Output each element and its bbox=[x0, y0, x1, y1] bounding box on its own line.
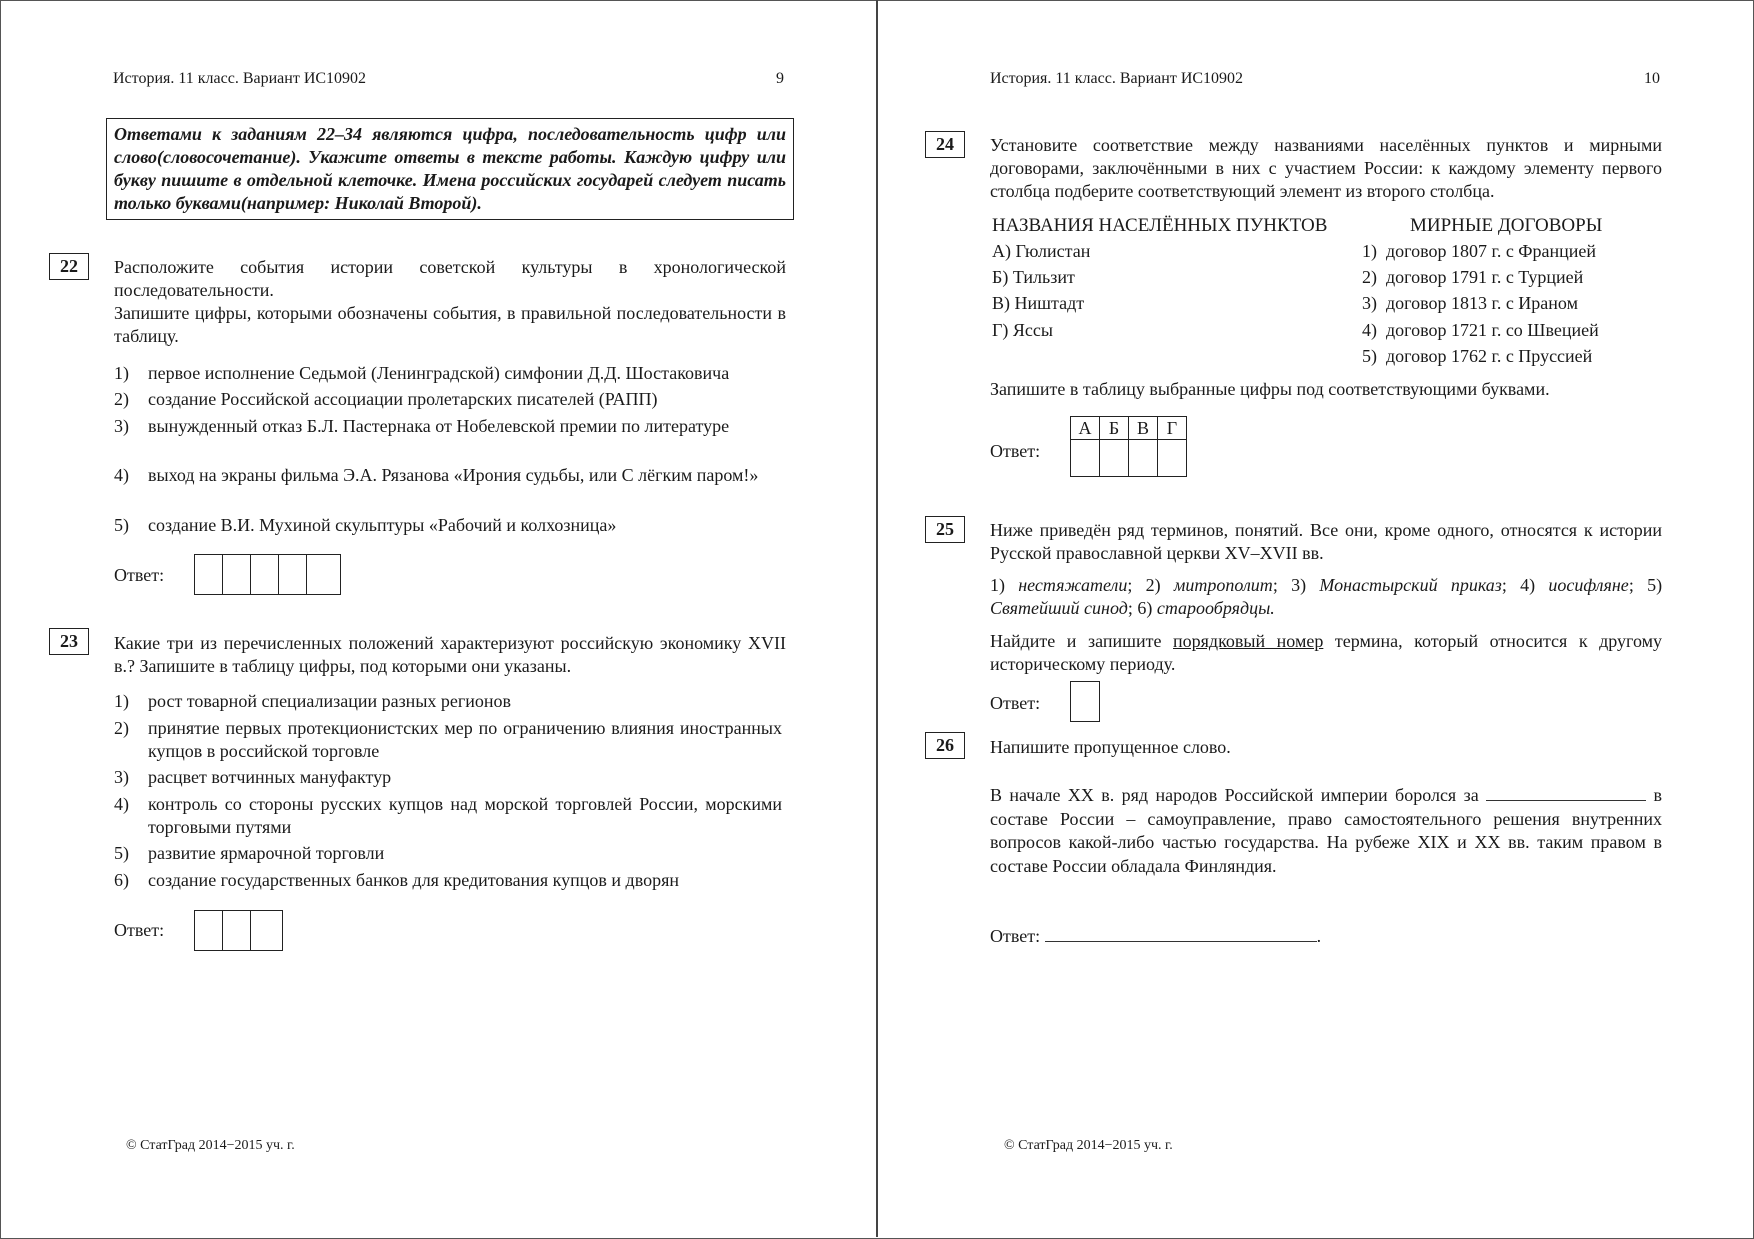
q24-answer-label: Ответ: bbox=[990, 441, 1041, 461]
header-title: История. 11 класс. Вариант ИС10902 bbox=[990, 70, 1244, 87]
question-number-24: 24 bbox=[925, 131, 965, 158]
q26-text-before: В начале XX в. ряд народов Российской империи боролся за bbox=[990, 785, 1479, 805]
q25-prompt: Ниже приведён ряд терминов, понятий. Все они, кроме одного, относятся к истории Русской православной церкви XV–XVII вв. bbox=[990, 520, 1662, 563]
q23-item-text: рост товарной специализации разных регионов bbox=[148, 691, 512, 711]
q22-item-text: создание Российской ассоциации пролетарских писателей (РАПП) bbox=[148, 389, 658, 409]
q23-answer-label: Ответ: bbox=[114, 920, 165, 940]
table-header-a: А bbox=[1071, 417, 1100, 440]
q24-col1-item-a bbox=[992, 240, 1090, 263]
q25-find-after: термина, который относится к другому историческому периоду. bbox=[990, 631, 1663, 674]
q26-prompt: Напишите пропущенное слово. bbox=[990, 737, 1231, 757]
footer-copyright: © СтатГрад 2014−2015 уч. г. bbox=[126, 1138, 295, 1153]
term: Святейший синод bbox=[990, 598, 1128, 618]
answer-cell[interactable] bbox=[1071, 682, 1099, 721]
q25-find-before: Найдите и запишите bbox=[990, 631, 1162, 651]
answer-cell[interactable] bbox=[195, 911, 223, 950]
q24-col1-item-b bbox=[992, 266, 1075, 289]
q25-find-underlined: порядковый номер bbox=[1173, 631, 1324, 651]
q22-item-4 bbox=[114, 464, 782, 487]
item-key: А) bbox=[992, 241, 1011, 261]
item-text: договор 1791 г. с Турцией bbox=[1386, 267, 1584, 287]
term-sep: ; bbox=[1272, 575, 1278, 595]
item-text: Тильзит bbox=[1012, 267, 1075, 287]
answer-cell[interactable] bbox=[195, 555, 223, 594]
q22-item-5 bbox=[114, 514, 782, 537]
term-sep: ; bbox=[1127, 575, 1133, 595]
right-page bbox=[878, 0, 1754, 1237]
q22-item-text: вынужденный отказ Б.Л. Пастернака от Нобелевской премии по литературе bbox=[148, 416, 730, 436]
item-key: 4) bbox=[1362, 320, 1377, 340]
footer-copyright: © СтатГрад 2014−2015 уч. г. bbox=[1004, 1138, 1173, 1153]
q22-item-num: 3) bbox=[114, 416, 129, 436]
q26-answer bbox=[990, 923, 1321, 948]
q24-answer-table bbox=[1070, 416, 1187, 477]
q23-item-2 bbox=[114, 717, 782, 763]
q22-prompt-line1: Расположите события истории советской культуры в хронологической последовательности. bbox=[114, 257, 786, 300]
q24-col1-header: НАЗВАНИЯ НАСЕЛЁННЫХ ПУНКТОВ bbox=[992, 215, 1328, 236]
q23-item-5 bbox=[114, 842, 782, 865]
q22-prompt-line2: Запишите цифры, которыми обозначены события, в правильной последовательности в таблицу. bbox=[114, 303, 786, 346]
item-text: договор 1762 г. с Пруссией bbox=[1386, 346, 1593, 366]
term-num: 1) bbox=[990, 575, 1005, 595]
item-key: В) bbox=[992, 293, 1010, 313]
page-number: 9 bbox=[776, 70, 784, 87]
header-title: История. 11 класс. Вариант ИС10902 bbox=[113, 70, 367, 87]
q25-answer-label: Ответ: bbox=[990, 693, 1041, 713]
answer-cell[interactable] bbox=[1129, 440, 1158, 477]
term: митрополит bbox=[1173, 575, 1273, 595]
answer-cell[interactable] bbox=[307, 555, 335, 594]
answer-cell[interactable] bbox=[1100, 440, 1129, 477]
left-page bbox=[0, 0, 876, 1237]
term-sep: ; bbox=[1501, 575, 1507, 595]
q24-prompt: Установите соответствие между названиями населённых пунктов и мирными договорами, заключёнными в них с участием России: к каждому элементу первого столбца подберите соответствующий элемент из второго столбца. bbox=[990, 135, 1662, 201]
term: иосифляне bbox=[1548, 575, 1629, 595]
q22-prompt bbox=[114, 256, 786, 348]
term: Монастырский приказ bbox=[1319, 575, 1502, 595]
q24-col2-item-3 bbox=[1362, 292, 1578, 315]
q24-col1-item-v bbox=[992, 292, 1084, 315]
q23-item-text: создание государственных банков для кредитования купцов и дворян bbox=[148, 870, 679, 890]
q26-text-after: в составе России – самоуправление, право самостоятельного решения внутренних вопросов какой-либо частью государства. На рубеже XIX и XX вв. таким правом в составе России обладала Финляндия. bbox=[990, 785, 1663, 876]
q26-answer-end: . bbox=[1316, 926, 1322, 946]
q25-find bbox=[990, 630, 1662, 676]
q26-answer-label: Ответ: bbox=[990, 926, 1041, 946]
q24-col2-item-5 bbox=[1362, 345, 1592, 368]
q22-item-num: 4) bbox=[114, 465, 129, 485]
item-key: Б) bbox=[992, 267, 1009, 287]
answer-cell[interactable] bbox=[251, 911, 279, 950]
q23-item-6 bbox=[114, 869, 782, 892]
item-text: договор 1813 г. с Ираном bbox=[1386, 293, 1578, 313]
q23-item-1 bbox=[114, 690, 782, 713]
item-key: 2) bbox=[1362, 267, 1377, 287]
q23-item-num: 4) bbox=[114, 794, 129, 814]
q24-col1-item-g bbox=[992, 319, 1053, 342]
q23-item-3 bbox=[114, 766, 782, 789]
q22-item-text: создание В.И. Мухиной скульптуры «Рабочий и колхозница» bbox=[148, 515, 617, 535]
term-num: 2) bbox=[1145, 575, 1161, 595]
q25-terms bbox=[990, 574, 1662, 620]
item-text: Яссы bbox=[1012, 320, 1053, 340]
term-num: 5) bbox=[1647, 575, 1663, 595]
question-number-26: 26 bbox=[925, 732, 965, 759]
question-number-25: 25 bbox=[925, 516, 965, 543]
term-sep: ; bbox=[1127, 598, 1133, 618]
term-num: 6) bbox=[1137, 598, 1153, 618]
term-sep: ; bbox=[1628, 575, 1634, 595]
q26-blank bbox=[1486, 782, 1646, 801]
page-number: 10 bbox=[1644, 70, 1660, 87]
table-header-g: Г bbox=[1158, 417, 1187, 440]
q23-item-text: развитие ярмарочной торговли bbox=[148, 843, 385, 863]
q24-col2-item-4 bbox=[1362, 319, 1599, 342]
q24-instruction: Запишите в таблицу выбранные цифры под соответствующими буквами. bbox=[990, 379, 1550, 399]
q23-item-num: 2) bbox=[114, 718, 129, 738]
item-text: Ништадт bbox=[1014, 293, 1085, 313]
q22-item-1 bbox=[114, 362, 782, 385]
q22-item-num: 1) bbox=[114, 363, 129, 383]
q24-col2-header: МИРНЫЕ ДОГОВОРЫ bbox=[1410, 215, 1603, 236]
item-key: 3) bbox=[1362, 293, 1377, 313]
item-key: 5) bbox=[1362, 346, 1377, 366]
q23-item-num: 5) bbox=[114, 843, 129, 863]
q23-item-text: принятие первых протекционистских мер по ограничению влияния иностранных купцов в российской торговле bbox=[148, 718, 782, 761]
q23-item-num: 6) bbox=[114, 870, 129, 890]
q23-answer-boxes[interactable] bbox=[194, 910, 283, 951]
answer-cell[interactable] bbox=[251, 555, 279, 594]
q22-item-text: первое исполнение Седьмой (Ленинградской) симфонии Д.Д. Шостаковича bbox=[148, 363, 730, 383]
table-header-b: Б bbox=[1100, 417, 1129, 440]
q22-answer-boxes[interactable] bbox=[194, 554, 341, 595]
q23-item-text: контроль со стороны русских купцов над морской торговлей России, морскими торговыми путями bbox=[148, 794, 782, 837]
term-num: 4) bbox=[1520, 575, 1536, 595]
q23-prompt: Какие три из перечисленных положений характеризуют российскую экономику XVII в.? Запишите в таблицу цифры, под которыми они указаны. bbox=[114, 633, 786, 676]
item-key: 1) bbox=[1362, 241, 1377, 261]
q23-item-text: расцвет вотчинных мануфактур bbox=[148, 767, 392, 787]
q23-item-num: 1) bbox=[114, 691, 129, 711]
term: старообрядцы. bbox=[1156, 598, 1275, 618]
q24-col2-item-1 bbox=[1362, 240, 1596, 263]
q22-item-num: 2) bbox=[114, 389, 129, 409]
q22-answer-label: Ответ: bbox=[114, 565, 165, 585]
answer-cell[interactable] bbox=[279, 555, 307, 594]
answer-cell[interactable] bbox=[223, 911, 251, 950]
term: нестяжатели bbox=[1018, 575, 1128, 595]
q25-answer-box[interactable] bbox=[1070, 681, 1100, 722]
question-number-22: 22 bbox=[49, 253, 89, 280]
q22-item-3 bbox=[114, 415, 782, 438]
item-text: договор 1721 г. со Швецией bbox=[1386, 320, 1599, 340]
q22-item-num: 5) bbox=[114, 515, 129, 535]
instruction-box: Ответами к заданиям 22–34 являются цифра, последовательность цифр или слово(словосочетание). Укажите ответы в тексте работы. Каждую цифру или букву пишите в отдельной клеточке. Имена российских государей следует писать только буквами(например: Николай Второй). bbox=[106, 118, 794, 220]
term-num: 3) bbox=[1291, 575, 1307, 595]
q22-item-2 bbox=[114, 388, 782, 411]
q24-col2-item-2 bbox=[1362, 266, 1583, 289]
q26-answer-line[interactable] bbox=[1045, 923, 1317, 942]
answer-cell[interactable] bbox=[223, 555, 251, 594]
table-header-v: В bbox=[1129, 417, 1158, 440]
question-number-23: 23 bbox=[49, 628, 89, 655]
item-text: договор 1807 г. с Францией bbox=[1386, 241, 1597, 261]
q22-item-text: выход на экраны фильма Э.А. Рязанова «Ирония судьбы, или С лёгким паром!» bbox=[148, 465, 759, 485]
answer-cell[interactable] bbox=[1071, 440, 1100, 477]
item-key: Г) bbox=[992, 320, 1009, 340]
q23-item-num: 3) bbox=[114, 767, 129, 787]
q26-text bbox=[990, 782, 1662, 878]
answer-cell[interactable] bbox=[1158, 440, 1187, 477]
q23-item-4 bbox=[114, 793, 782, 839]
item-text: Гюлистан bbox=[1015, 241, 1091, 261]
